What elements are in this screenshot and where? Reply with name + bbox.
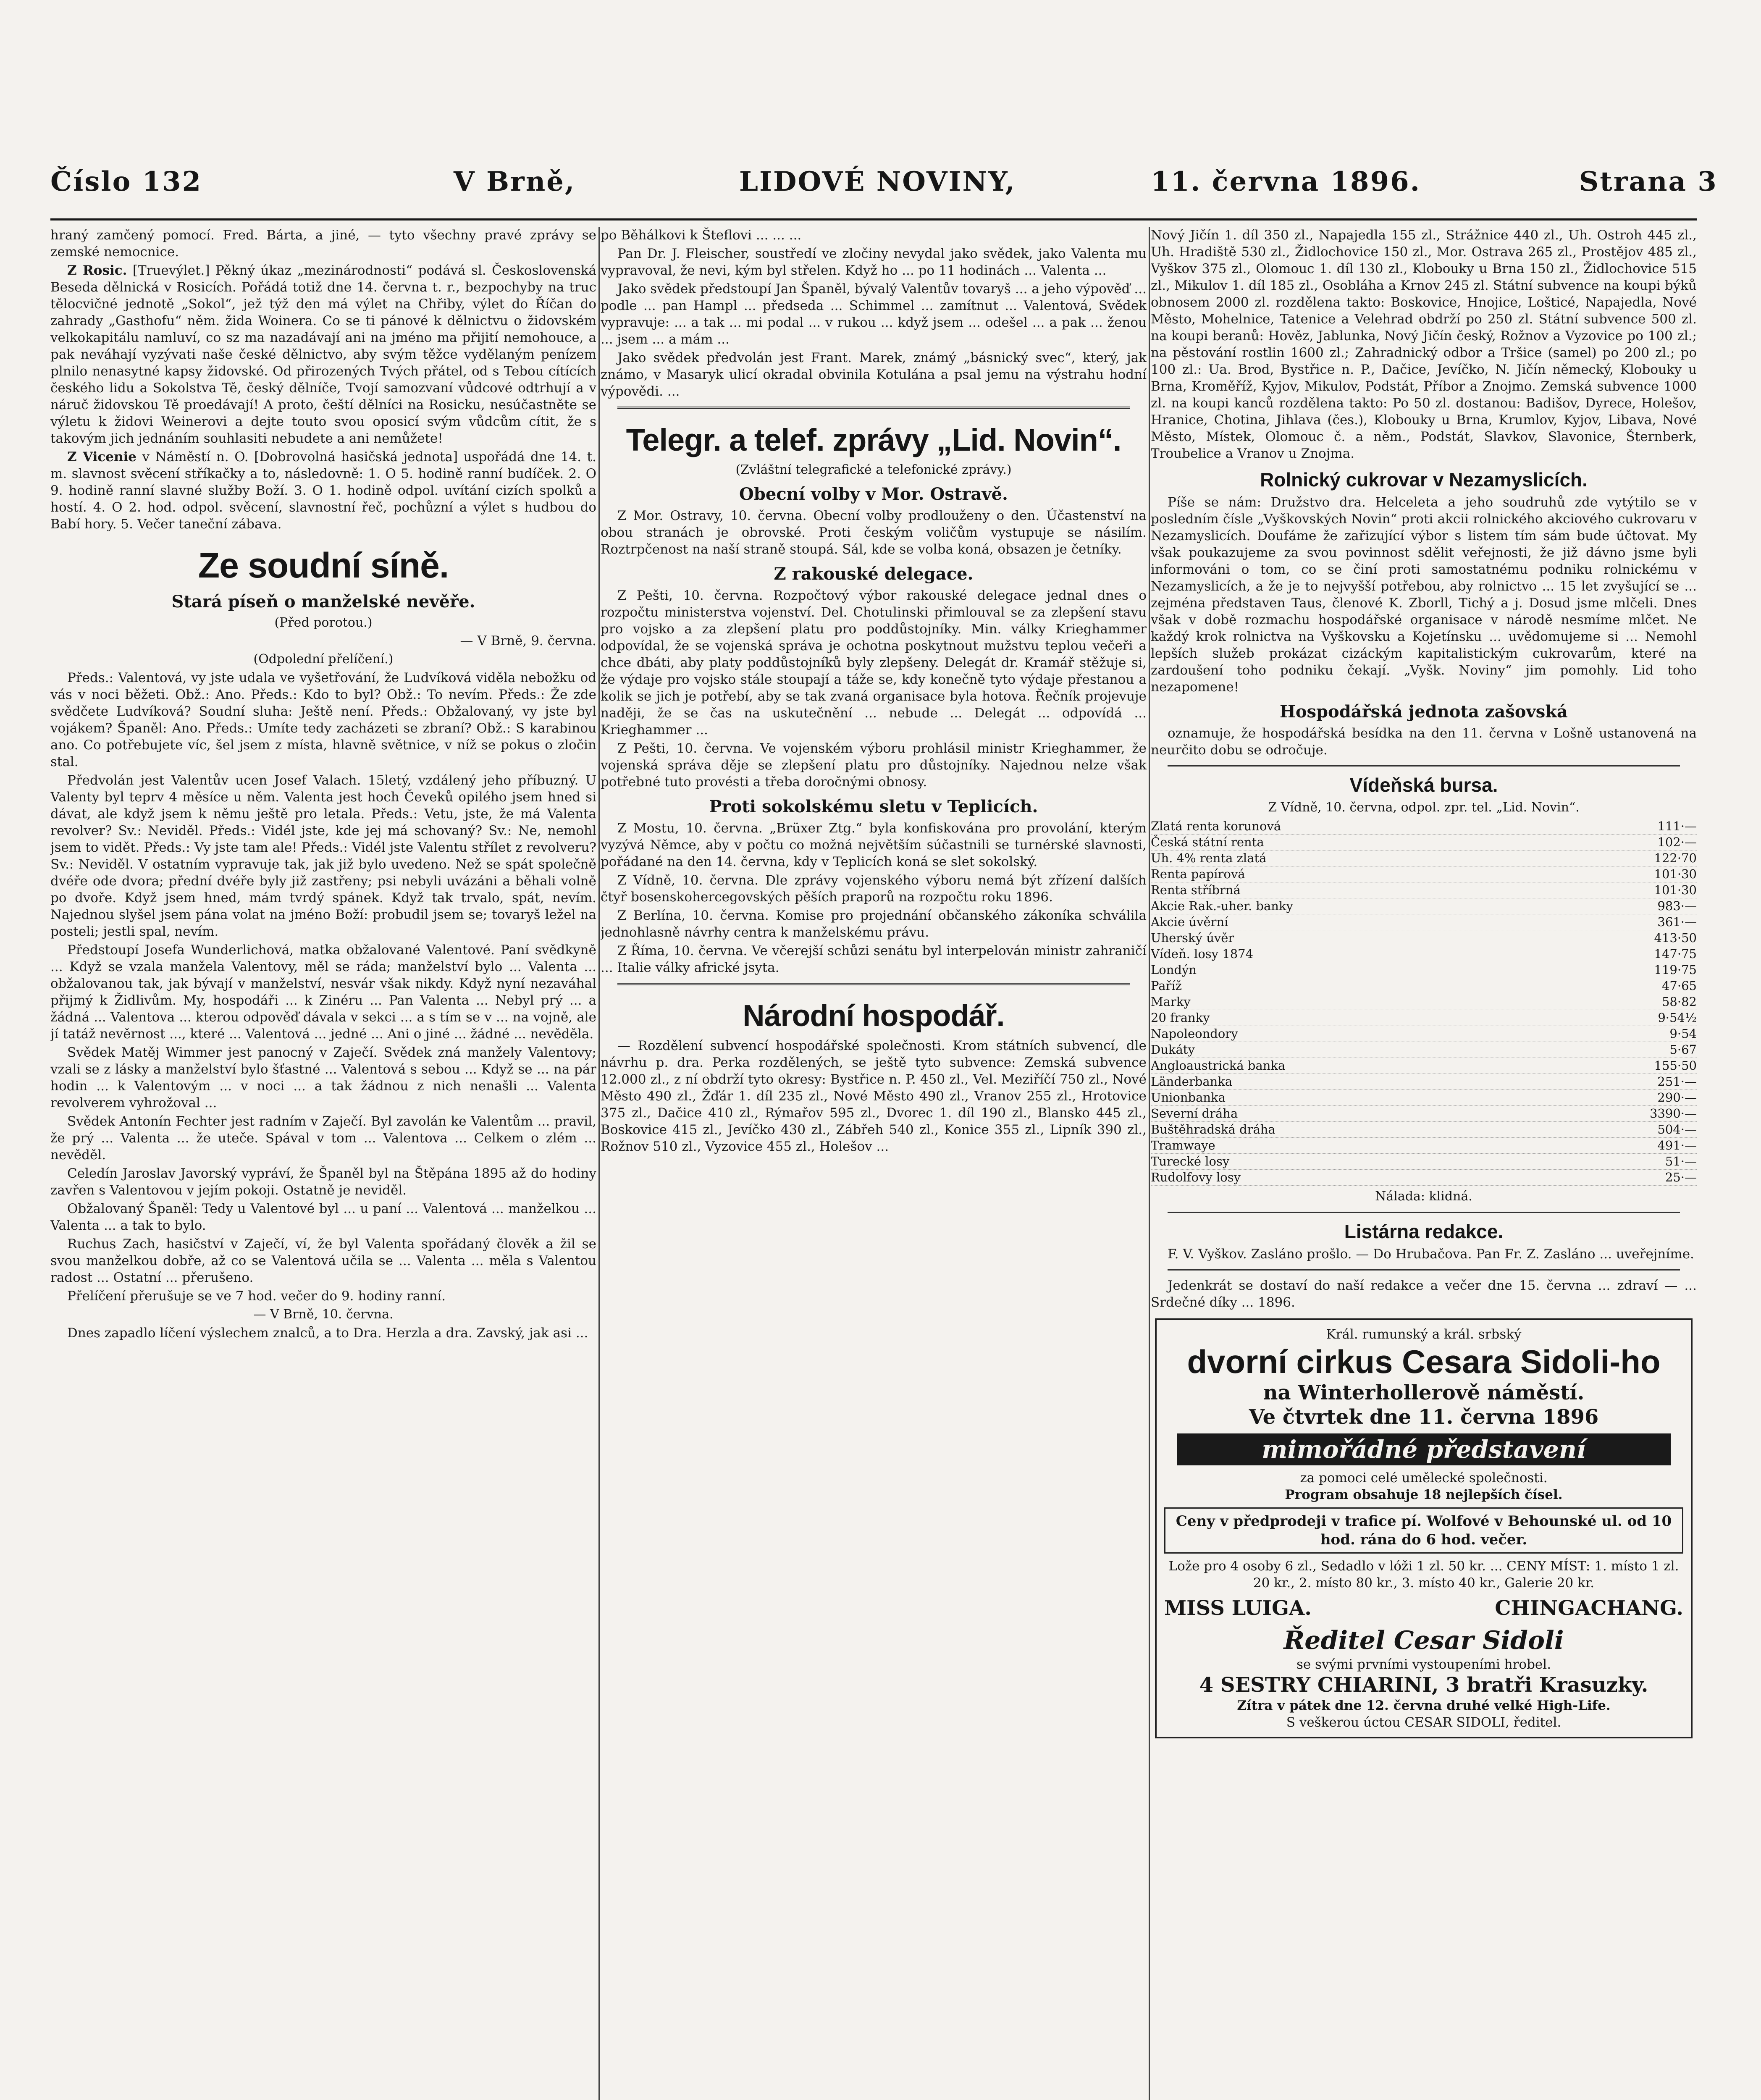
bourse-item-value: 25·— — [1665, 1170, 1697, 1184]
bourse-row — [1151, 1090, 1697, 1106]
bourse-item-name: Severní dráha — [1151, 1106, 1238, 1121]
bourse-item-value: 5·67 — [1669, 1042, 1697, 1057]
issue-number: Číslo 132 — [50, 166, 202, 197]
telegram-paragraph: Z Vídně, 10. června. Dle zprávy vojenského výboru nemá být zřízení dalších čtyř bosenskohercegovských pěších praporů na rozpočtu roku 1896. — [601, 873, 1147, 905]
bourse-item-name: Buštěhradská dráha — [1151, 1122, 1275, 1137]
section-rule — [1168, 765, 1680, 766]
bourse-item-name: Uherský úvěr — [1151, 931, 1234, 945]
court-paragraph: Celedín Jaroslav Javorský vypráví, že Španěl byl na Štěpána 1895 až do hodiny zavřen s Valentovou v jejím pokoji. Ostatně je neviděl. — [50, 1166, 596, 1198]
section-rule — [617, 983, 1130, 985]
bourse-item-name: 20 franky — [1151, 1011, 1210, 1025]
bourse-item-name: Renta papírová — [1151, 867, 1245, 881]
newspaper-title: LIDOVÉ NOVINY, — [739, 166, 1016, 197]
telegram-paragraph: Z Mor. Ostravy, 10. června. Obecní volby prodlouženy o den. Účastenství na obou stranách je obrovské. Proti českým voličům vystupuje se násilím. Roztrpčenost na naší straně stoupá. Sál, kde se volba koná, obsazen je četníky. — [601, 508, 1147, 557]
bourse-row — [1151, 978, 1697, 994]
bourse-row — [1151, 1042, 1697, 1058]
bourse-item-value: 491·— — [1657, 1138, 1697, 1152]
dateline: — V Brně, 9. června. — [460, 633, 596, 648]
ad-performers-line: 4 SESTRY CHIARINI, 3 bratři Krasuzky. — [1199, 1673, 1648, 1697]
bourse-item-name: Akcie Rak.-uher. banky — [1151, 899, 1293, 913]
news-heading: Z Vicenie — [67, 449, 137, 465]
bourse-row — [1151, 835, 1697, 850]
telegram-paragraph: Z Mostu, 10. června. „Brüxer Ztg.“ byla konfiskována pro provolání, kterým vyzývá Němce, aby v počtu co možná největším súčastnili se turnérské slavnosti, pořádané na den 14. června, kdy v Teplicích koná se slet sokolský. — [601, 821, 1147, 869]
bourse-item-name: Vídeň. losy 1874 — [1151, 947, 1254, 961]
bourse-item-value: 983·— — [1657, 899, 1697, 913]
bourse-item-name: Zlatá renta korunová — [1151, 819, 1281, 833]
bourse-row — [1151, 1026, 1697, 1042]
circus-advertisement — [1155, 1318, 1693, 1738]
ad-line: Zítra v pátek dne 12. června druhé velké High-Life. — [1237, 1698, 1611, 1713]
bourse-item-value: 101·30 — [1654, 883, 1697, 897]
page-number: Strana 3 — [1579, 166, 1718, 197]
bourse-item-name: Dukáty — [1151, 1042, 1195, 1057]
bourse-item-name: Renta stříbrná — [1151, 883, 1241, 897]
bourse-item-value: 155·50 — [1654, 1058, 1697, 1073]
bourse-row — [1151, 946, 1697, 962]
issue-date: 11. června 1896. — [1151, 166, 1421, 197]
news-vicenice — [50, 449, 596, 533]
article-title: Rolnický cukrovar v Nezamyslicích. — [1260, 469, 1588, 491]
bourse-heading: Vídeňská bursa. — [1349, 774, 1498, 796]
court-paragraph: Dnes zapadlo líčení výslechem znalců, a to Dra. Herzla a dra. Zavský, jak asi ... — [67, 1326, 588, 1341]
bourse-item-name: Tramwaye — [1151, 1138, 1215, 1152]
notice-paragraph: Jedenkrát se dostaví do naší redakce a večer dne 15. června ... zdraví — ... Srdečné díky ... 1896. — [1151, 1278, 1697, 1310]
article-paragraph: oznamuje, že hospodářská besídka na den 11. června v Lošně ustanovená na neurčito dobu se odročuje. — [1151, 726, 1697, 758]
bourse-item-value: 9·54 — [1669, 1026, 1697, 1041]
court-paragraph: Jako svědek předstoupí Jan Španěl, bývalý Valentův tovaryš ... a jeho výpověď ... podle ... pan Hampl ... předseda ... Schimmel ... zamítnut ... Valentová, Svědek vypravuje: ... a tak ... mi podal ... v rukou ... když jsem ... odešel ... a pak ... ženou ... jsem ... a mám ... — [601, 281, 1147, 347]
economy-section-heading: Národní hospodář. — [743, 999, 1005, 1033]
court-article-title: Stará píseň o manželské nevěře. — [171, 592, 475, 612]
ad-line: za pomoci celé umělecké společnosti. — [1300, 1470, 1548, 1486]
bourse-item-name: Turecké losy — [1151, 1154, 1230, 1168]
article-title: Proti sokolskému sletu v Teplicích. — [709, 797, 1038, 816]
court-article-note: (Před porotou.) — [274, 615, 373, 630]
bourse-item-value: 122·70 — [1654, 851, 1697, 865]
bourse-item-name: Paříž — [1151, 979, 1182, 993]
ad-headline: dvorní cirkus Cesara Sidoli-ho — [1187, 1343, 1661, 1380]
court-paragraph: Obžalovaný Španěl: Tedy u Valentové byl ... u paní ... Valentová ... manželkou ... Valenta ... a tak to bylo. — [50, 1201, 596, 1233]
bourse-row — [1151, 882, 1697, 898]
bourse-item-value: 147·75 — [1654, 947, 1697, 961]
column-1 — [50, 227, 596, 2100]
bourse-item-name: Angloaustrická banka — [1151, 1058, 1286, 1073]
article-title: Z rakouské delegace. — [774, 564, 974, 584]
ad-line: Program obsahuje 18 nejlepších čísel. — [1285, 1487, 1563, 1502]
bourse-item-value: 102·— — [1657, 835, 1697, 849]
telegram-section-note: (Zvláštní telegrafické a telefonické zprávy.) — [735, 462, 1012, 477]
bourse-row — [1151, 962, 1697, 978]
court-paragraph: Svědek Antonín Fechter jest radním v Zaječí. Byl zavolán ke Valentům ... pravil, že prý ... Valenta ... že uteče. Spával v tom ... Valentova ... Celkem o zlém ... nevěděl. — [50, 1114, 596, 1163]
bourse-item-value: 413·50 — [1654, 931, 1697, 945]
bourse-item-value: 290·— — [1657, 1090, 1697, 1105]
bourse-row — [1151, 1010, 1697, 1026]
bourse-row — [1151, 866, 1697, 882]
article-title: Obecní volby v Mor. Ostravě. — [739, 484, 1008, 504]
ad-banner: mimořádné představení — [1177, 1433, 1671, 1465]
bourse-item-value: 47·65 — [1661, 979, 1697, 993]
column-divider — [598, 227, 600, 2100]
article-title: Hospodářská jednota zašovská — [1280, 702, 1568, 722]
bourse-item-value: 111·— — [1657, 819, 1697, 833]
ad-line: Král. rumunský a král. srbský — [1326, 1327, 1522, 1342]
court-paragraph: Předs.: Valentová, vy jste udala ve vyšetřování, že Ludvíková viděla nebožku od vás v noci běžeti. Obž.: Ano. Předs.: Kdo to byl? Obž.: To nevím. Předs.: Že zde svědčete Ludvíková? Soudní sluha: Ještě není. Předs.: Obžalovaný, vy jste byl vojákem? Španěl: Ano. Předs.: Umíte tedy zacházeti se zbraní? Obž.: S karabinou ano. Co potřebujete víc, šel jsem z místa, hlavně světnice, v níž se pokus o zločin stal. — [50, 670, 596, 769]
letters-heading: Listárna redakce. — [1344, 1221, 1504, 1242]
bourse-footer: Nálada: klidná. — [1375, 1189, 1472, 1204]
column-2 — [601, 227, 1147, 2100]
session-label: (Odpolední přelíčení.) — [253, 652, 394, 667]
economy-paragraph: Nový Jičín 1. díl 350 zl., Napajedla 155 zl., Strážnice 440 zl., Uh. Ostroh 445 zl., Uh. Hradiště 530 zl., Židlochovice 150 zl., Mor. Ostrava 265 zl., Prostějov 485 zl., Vyškov 375 zl., Olomouc 1. díl 130 zl., Klobouky u Brna 150 zl., Židlochovice 515 zl., Mikulov 1. díl 185 zl., Osobláha a Krnov 245 zl. Státní subvence na koupi býků obnosem 2000 zl. rozdělena takto: Boskovice, Hnojice, Lošticé, Napajedla, Nové Město, Mohelnice, Tatenice a Velehrad obdrží po 250 zl. Státní subvence 500 zl. na koupi beranů: Hověz, Jablunka, Nový Jičín český, Rožnov a Vyzovice po 100 zl.; na pěstování rostlin 1600 zl.; Zahradnický odbor a Tršice (samel) po 200 zl.; po 100 zl.: Ua. Brod, Bystřice n. P., Dačice, Jevíčko, N. Jičín německý, Klobouky u Brna, Kroměříž, Kyjov, Mikulov, Podstát, Příbor a Znojmo. Zemská subvence 1000 zl. na koupi kanců rozdělena takto: Po 50 zl. dostanou: Badišov, Dyrece, Holešov, Hranice, Chotina, Jihlava (čes.), Klobouky u Brna, Krumlov, Kyjov, Libava, Nové Město, Místek, Olomouc č. a něm., Podstát, Slavkov, Slavonice, Šternberk, Troubelice a Vranov u Znojma. — [1151, 228, 1697, 461]
bourse-item-value: 101·30 — [1654, 867, 1697, 881]
court-paragraph: Předstoupí Josefa Wunderlichová, matka obžalované Valentové. Paní svědkyně ... Když se vzala manžela Valentovy, měl se ráda; manželství bylo ... Valenta ... obžalovanou tak, jak bývají v manželství, nesvár však nikdy. Když nyní nezaváhal přijmý k Židlivům. My, hospodáři ... k Zinéru ... Pan Valenta ... Nebyl prý ... a žádná ... Valentova ... kterou odpověď dávala v sekci ... a s tím se v ... na vojně, ale jí tatáž nevěrnost ..., které ... Valentová ... jedné ... Ani o jiné ... žádné ... nevěděla. — [50, 942, 596, 1042]
economy-paragraph: — Rozdělení subvencí hospodářské společnosti. Krom státních subvencí, dle návrhu p. dra. Perka rozdělených, se ještě tyto subvence: Zemská subvence 12.000 zl., z ní obdrží tyto okresy: Bystřice n. P. 450 zl., Vel. Meziříčí 750 zl., Nové Město 490 zl., Žďár 1. díl 235 zl., Nové Město 490 zl., Vranov 255 zl., Hrotovice 375 zl., Dačice 410 zl., Rýmařov 595 zl., Dvorec 1. díl 190 zl., Blansko 445 zl., Boskovice 415 zl., Jevíčko 430 zl., Zábřeh 540 zl., Konice 355 zl., Lipník 390 zl., Rožnov 510 zl., Vyzovice 455 zl., Holešov ... — [601, 1038, 1147, 1154]
bourse-item-name: Marky — [1151, 995, 1191, 1009]
bourse-item-value: 119·75 — [1654, 963, 1697, 977]
bourse-item-name: Napoleondory — [1151, 1026, 1238, 1041]
bourse-row — [1151, 819, 1697, 835]
bourse-row — [1151, 914, 1697, 930]
telegram-paragraph: Z Říma, 10. června. Ve včerejší schůzi senátu byl interpelován ministr zahraničí ... Italie války africké jsyta. — [601, 943, 1147, 975]
bourse-item-name: Rudolfovy losy — [1151, 1170, 1241, 1184]
ad-director: Ředitel Cesar Sidoli — [1283, 1626, 1564, 1655]
court-paragraph: Ruchus Zach, hasičství v Zaječí, ví, že byl Valenta spořádaný člověk a žil se svou manželkou dobře, až co se Valentová učila se ... Valenta ... měla s Valentou radost ... Ostatní ... přerušeno. — [50, 1236, 596, 1285]
news-text: v Náměstí n. O. [Dobrovolná hasičská jednota] uspořádá dne 14. t. m. slavnost svěcení stříkačky a to, následovně: 1. O 5. hodině ranní budíček. 2. O 9. hodině ranní slavné služby Boží. 3. O 1. hodině odpol. uvítání cizích spolků a hostí. 4. O 2. hod. odpol. svěcení, slavnostní řeč, pochůzní a výlet s hudbou do Babí hory. 5. Večer taneční zábava. — [50, 449, 596, 532]
telegram-paragraph: Z Pešti, 10. června. Ve vojenském výboru prohlásil ministr Krieghammer, že vojenská správa děje se zlepšení platu pro důstojníky. Najednou nelze však potřebné tuto provésti a třeba doročnými obnosy. — [601, 741, 1147, 790]
ad-line: se svými prvními vystoupeními hrobel. — [1296, 1657, 1551, 1672]
bourse-item-name: Česká státní renta — [1151, 835, 1264, 849]
ad-price-box: Ceny v předprodeji v trafice pí. Wolfové v Behounské ul. od 10 hod. rána do 6 hod. večer. — [1164, 1507, 1683, 1554]
bourse-item-name: Uh. 4% renta zlatá — [1151, 851, 1267, 865]
article-paragraph: Píše se nám: Družstvo dra. Helceleta a jeho soudruhů zde vytýtilo se v posledním čísle „Vyškovských Novin“ proti akcii rolnického akciového cukrovaru v Nezamyslicích. Doufáme že zařizující výbor s listem tím sám bude účtovat. My však poukazujeme za svou povinnost sdělit veřejnosti, že již dávno jsme byli informováni o tom, co se činí proti samostatnému podniku rolnickému v Nezamyslicích, a že je to nejvyšší potřebou, aby rolnictvo ... 15 let zvyšující se ... zejména představen Taus, členové K. Zborll, Tichý a j. Dosud jsme mlčeli. Dnes však v době rozmachu hospodářské organisace v národě nesmíme mlčet. Ne každý krok rolnictva na Vyškovsku a Kojetínsku ... uvědomujeme si ... Nemohl lepších služeb prokázat cizáckým kapitalistickým cukrovarům, které na zardoušení toho podniku čekají. „Vyšk. Noviny“ jim pomohly. Lid toho nezapomene! — [1151, 495, 1697, 695]
section-rule — [1168, 1212, 1680, 1213]
bourse-row — [1151, 898, 1697, 914]
running-header — [50, 166, 1718, 216]
bourse-row — [1151, 930, 1697, 946]
bourse-row — [1151, 850, 1697, 866]
ad-performer: CHINGACHANG. — [1495, 1596, 1683, 1620]
bourse-row — [1151, 994, 1697, 1010]
continued-paragraph: hraný zamčený pomocí. Fred. Bárta, a jiné, — tyto všechny pravé zprávy se zemské nemocnice. — [50, 228, 596, 260]
ad-date: Ve čtvrtek dne 11. června 1896 — [1249, 1405, 1599, 1429]
ad-performers — [1164, 1596, 1683, 1621]
court-paragraph: Pan Dr. J. Fleischer, soustředí ve zločiny nevydal jako svědek, jako Valenta mu vypravoval, že nevi, kým byl střelen. Když ho ... po 11 hodinách ... Valenta ... — [601, 246, 1147, 278]
bourse-item-name: Unionbanka — [1151, 1090, 1226, 1105]
news-text: [Truevýlet.] Pěkný úkaz „mezinárodnosti“ podává sl. Československá Beseda dělnická v Rosicích. Pořádá totiž dne 14. června t. r., bezpochyby na truc tělocvičné jednotě „Sokol“, jež týž den má výlet na Chřiby, výlet do Říčan do zahrady „Gasthofu“ něm. žida Woinera. Co se ti pánové k dělnictvu o židovském velkokapitálu namluví, co sz ma nazadávají ani na jméno ma přijití nemohouce, a pak neváhají vyzývati naše české dělnictvo, aby svým těžce vydělaným penízem plnilo nenasytné kapsy židovské. Od přirozených Tvých přátel, od s Tebou cítících českého lidu a Sokolstva Tě, český dělníče, Tvojí samozvaní vůdcové odtrhují a v náruč židovskou Tě proedávají! A proto, čeští dělníci na Rosicku, nesúčastněte se výletu k židovi Weinerovi a dejte touto svou oposicí svým vůdcům cítit, že s takovým jich jednáním souhlasiti nebudete a ani nemůžete! — [50, 263, 596, 446]
ad-line: na Winterhollerově náměstí. — [1263, 1381, 1585, 1404]
bourse-row — [1151, 1106, 1697, 1122]
bourse-row — [1151, 1170, 1697, 1186]
header-rule — [50, 218, 1697, 220]
news-rosice — [50, 262, 596, 447]
bourse-table — [1151, 819, 1697, 1186]
bourse-row — [1151, 1154, 1697, 1170]
section-rule — [617, 407, 1130, 409]
bourse-item-name: Länderbanka — [1151, 1074, 1233, 1089]
bourse-item-value: 251·— — [1657, 1074, 1697, 1089]
bourse-item-name: Londýn — [1151, 963, 1197, 977]
court-paragraph: Předvolán jest Valentův ucen Josef Valach. 15letý, vzdálený jeho příbuzný. U Valenty byl teprv 4 měsíce u něm. Valenta jest hoch Čeveků opilého jsem hned si dávat, ale když jsem k němu ještě pro letala. Předs.: Vetu, jste, že má Valenta revolver? Sv.: Neviděl. Předs.: Vidél jste, kde jej má schovaný? Sv.: Ne, nemohl jsem to vidět. Předs.: Vy jste tam ale! Předs.: Vidél jste Valentu střílet z revolveru? Sv.: Neviděl. V ostatním vypravuje tak, jak již bylo uvedeno. Než se spát společně dvéře ode dvora; přední dvéře byly již zastřeny; psi nebyli uvázáni a běhali volně po dvoře. Když jsem hned, mám tvrdý spánek. Když tak trvalo, spát, nevím. Najednou slyšel jsem pána volat na jméno Boží: probudil jsem se; tovaryš ležel na posteli; jestli spal, nevím. — [50, 773, 596, 939]
telegram-section-heading: Telegr. a telef. zprávy „Lid. Novin“. — [626, 423, 1121, 457]
telegram-paragraph: Z Berlína, 10. června. Komise pro projednání občanského zákoníka schválila jednohlasně návrhy centra k manželskému právu. — [601, 908, 1147, 940]
bourse-item-value: 3390·— — [1649, 1106, 1697, 1121]
section-rule — [1168, 1269, 1680, 1270]
ad-prices: Lože pro 4 osoby 6 zl., Sedadlo v lóži 1 zl. 50 kr. ... CENY MÍST: 1. místo 1 zl. 20 kr., 2. místo 80 kr., 3. místo 40 kr., Galerie 20 kr. — [1168, 1559, 1679, 1591]
bourse-row — [1151, 1058, 1697, 1074]
ad-signature: S veškerou úctou CESAR SIDOLI, ředitel. — [1286, 1715, 1562, 1730]
bourse-item-value: 504·— — [1657, 1122, 1697, 1137]
bourse-item-value: 9·54½ — [1658, 1011, 1697, 1025]
telegram-paragraph: Z Pešti, 10. června. Rozpočtový výbor rakouské delegace jednal dnes o rozpočtu ministerstva vojenství. Del. Chotulinski přimlouval se za zlepšení stavu pro vojsko a za zlepšení platu pro poddůstojníky. Min. války Krieghammer odpovídal, že se vojenská správa je ochotna poskytnout mužstvu teplou večeři a chce dbáti, aby platy poddůstojníků byly zlepšeny. Delegát dr. Kramář stěžuje si, že výdaje pro vojsko stále stoupají a táže se, kdy konečně tyto výdaje přestanou a kolik se jich je potřebí, aby se tak zvaná organisace byla hotova. Řečník projevuje naději, že se čas na uskutečnění ... nebude ... Delegát ... odpovídá ... Krieghammer ... — [601, 588, 1147, 738]
place-of-publication: V Brně, — [454, 166, 576, 197]
column-divider — [1149, 227, 1150, 2100]
ad-performer: MISS LUIGA. — [1164, 1596, 1312, 1620]
letters-paragraph: F. V. Vyškov. Zasláno prošlo. — Do Hrubačova. Pan Fr. Z. Zasláno ... uveřejníme. — [1168, 1247, 1694, 1262]
court-paragraph: Svědek Matěj Wimmer jest panocný v Zaječí. Svědek zná manžely Valentovy; vzali se z lásky a manželství bylo šťastné ... Valentová s sebou ... Když se ... na pár hodin ... k Valentovým ... v noci ... a tak žádnou z nich nenašli ... Valenta revolverem vyhrožoval ... — [50, 1045, 596, 1110]
news-heading: Z Rosic. — [67, 263, 127, 278]
column-3 — [1151, 227, 1697, 2100]
court-section-heading: Ze soudní síně. — [198, 546, 449, 585]
bourse-row — [1151, 1122, 1697, 1138]
bourse-dateline: Z Vídně, 10. června, odpol. zpr. tel. „Lid. Novin“. — [1268, 800, 1580, 815]
court-paragraph: po Běhálkovi k Šteflovi ... ... ... — [601, 228, 802, 243]
bourse-item-value: 361·— — [1657, 915, 1697, 929]
dateline: — V Brně, 10. června. — [253, 1307, 394, 1322]
bourse-item-value: 58·82 — [1661, 995, 1697, 1009]
bourse-item-value: 51·— — [1665, 1154, 1697, 1168]
bourse-row — [1151, 1074, 1697, 1090]
bourse-row — [1151, 1138, 1697, 1154]
court-paragraph: Přelíčení přerušuje se ve 7 hod. večer do 9. hodiny ranní. — [67, 1289, 446, 1304]
bourse-item-name: Akcie úvěrní — [1151, 915, 1228, 929]
court-paragraph: Jako svědek předvolán jest Frant. Marek, známý „básnický svec“, který, jak známo, v Masaryk ulicí okradal obvinila Kotulána a psal jemu na výstrahu hodní výpovědi. ... — [601, 350, 1147, 399]
